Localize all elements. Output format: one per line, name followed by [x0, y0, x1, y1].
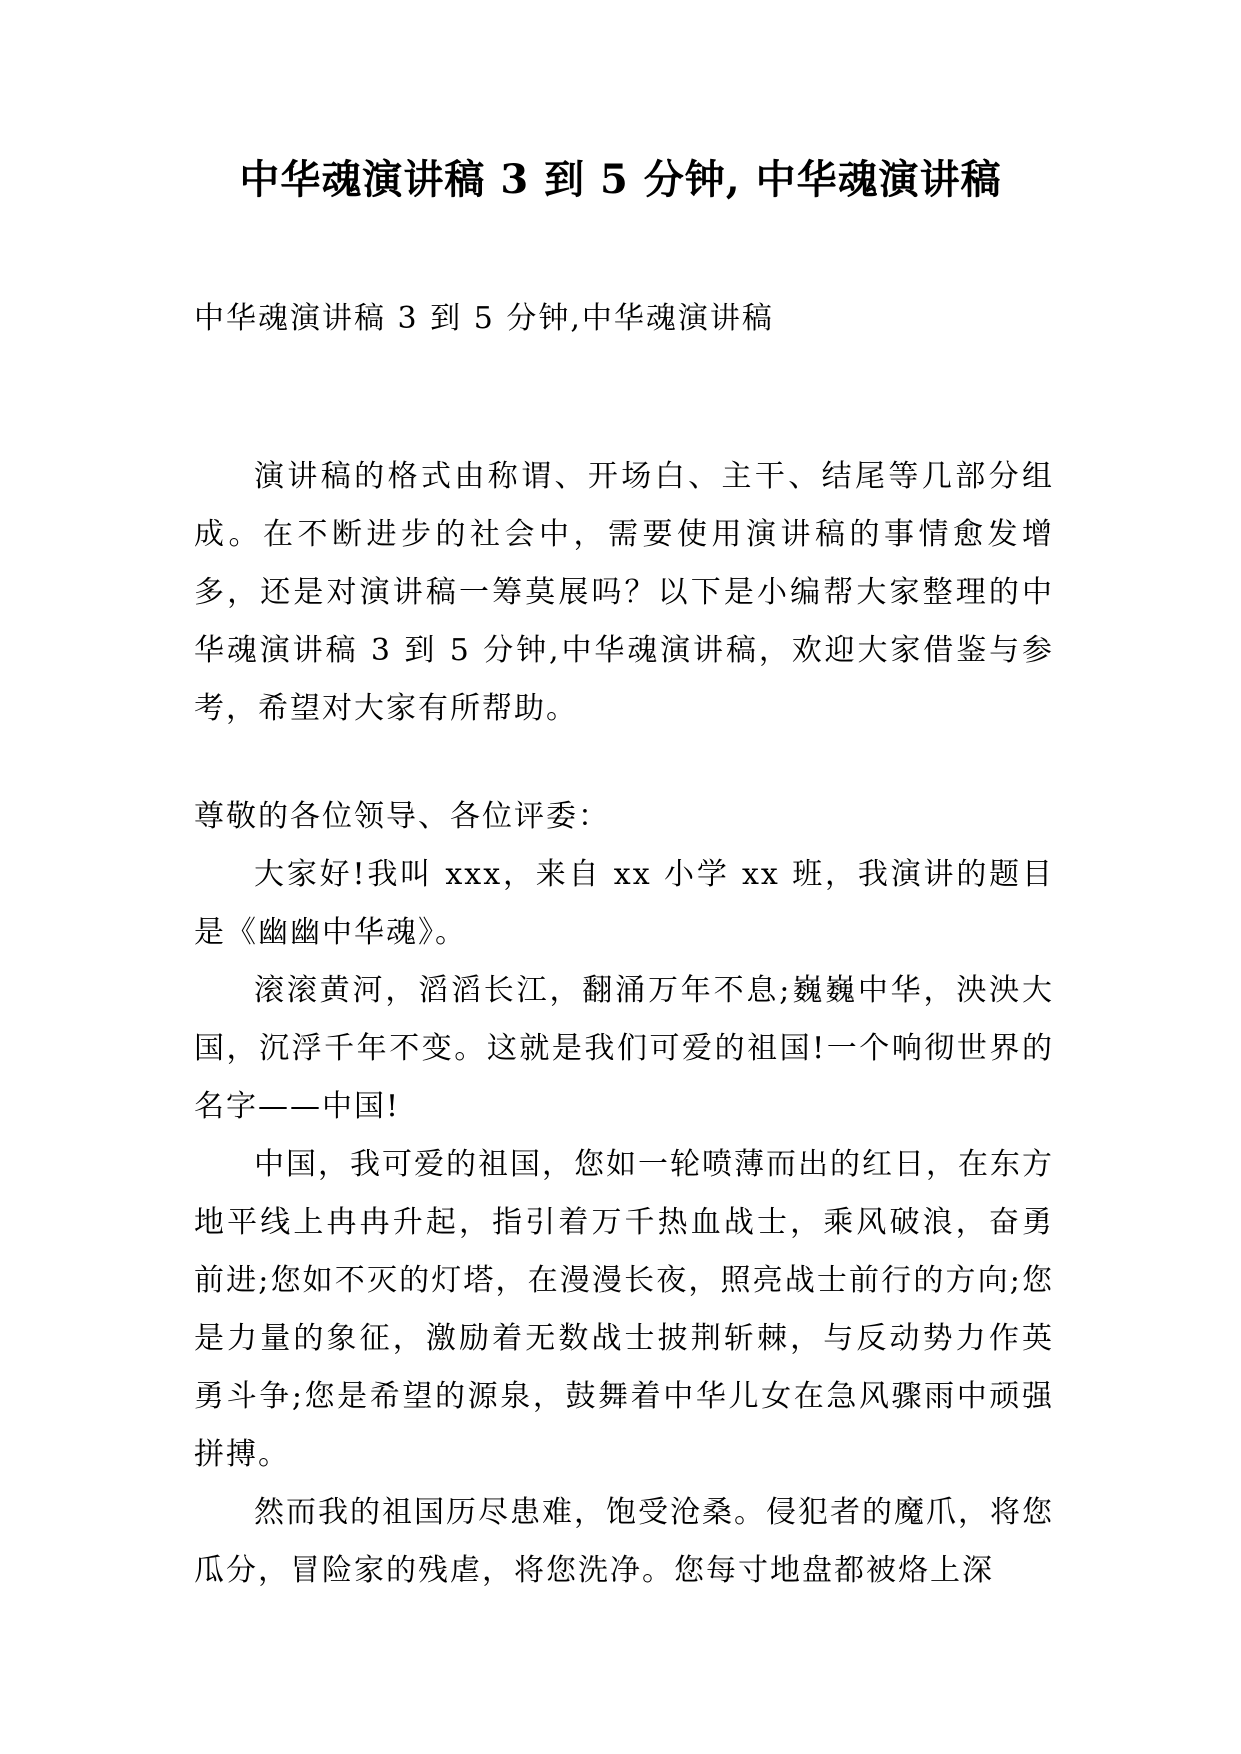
intro-paragraph: 演讲稿的格式由称谓、开场白、主干、结尾等几部分组成。在不断进步的社会中，需要使用演讲稿的事情愈发增多，还是对演讲稿一筹莫展吗？以下是小编帮大家整理的中华魂演讲稿 3 到 5 分钟,中华魂演讲稿，欢迎大家借鉴与参考，希望对大家有所帮助。	[194, 459, 1054, 726]
document-body	[194, 290, 1054, 1600]
document-title: 中华魂演讲稿 3 到 5 分钟, 中华魂演讲稿	[239, 156, 1002, 203]
body-paragraph: 大家好!我叫 xxx，来自 xx 小学 xx 班，我演讲的题目是《幽幽中华魂》。	[194, 857, 1054, 950]
document-subtitle: 中华魂演讲稿 3 到 5 分钟,中华魂演讲稿	[194, 301, 774, 336]
body-paragraph: 然而我的祖国历尽患难，饱受沧桑。侵犯者的魔爪，将您瓜分，冒险家的残虐，将您洗净。您每寸地盘都被烙上深	[194, 1495, 1054, 1588]
body-paragraph: 中国，我可爱的祖国，您如一轮喷薄而出的红日，在东方地平线上冉冉升起，指引着万千热血战士，乘风破浪，奋勇前进;您如不灭的灯塔，在漫漫长夜，照亮战士前行的方向;您是力量的象征，激励着无数战士披荆斩棘，与反动势力作英勇斗争;您是希望的源泉，鼓舞着中华儿女在急风骤雨中顽强拼搏。	[194, 1147, 1054, 1472]
body-paragraph: 滚滚黄河，滔滔长江，翻涌万年不息;巍巍中华，泱泱大国，沉浮千年不变。这就是我们可爱的祖国!一个响彻世界的名字——中国!	[194, 973, 1054, 1124]
salutation: 尊敬的各位领导、各位评委：	[194, 799, 610, 834]
